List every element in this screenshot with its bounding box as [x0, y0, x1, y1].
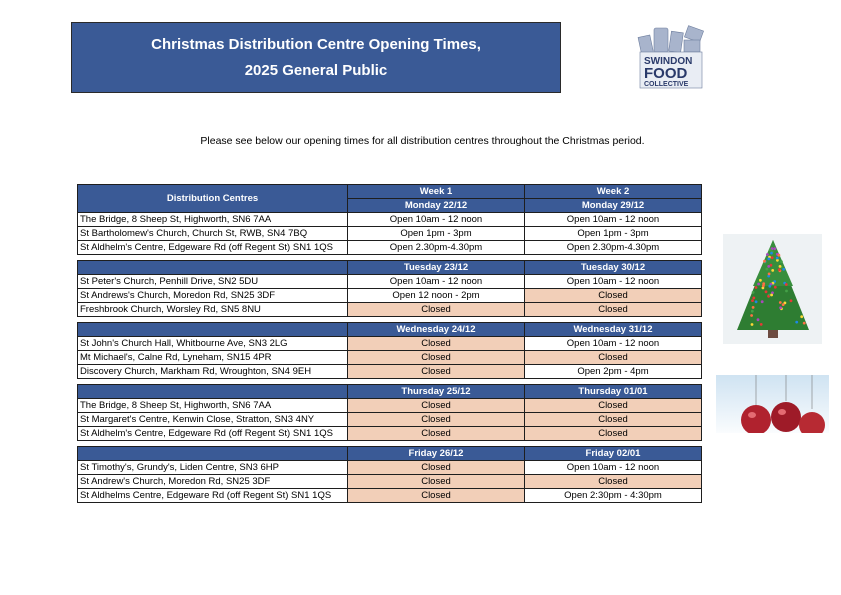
- week-1-status-cell: Open 1pm - 3pm: [348, 227, 525, 241]
- location-cell: St Andrews's Church, Moredon Rd, SN25 3DF: [78, 289, 348, 303]
- tree-light: [750, 314, 753, 317]
- table-row: [78, 351, 702, 365]
- location-cell: St Aldhelm's Centre, Edgeware Rd (off Regent St) SN1 1QS: [78, 241, 348, 255]
- tree-light: [767, 265, 770, 268]
- week-2-status-cell: Open 2:30pm - 4:30pm: [525, 489, 702, 503]
- tree-light: [771, 269, 774, 272]
- week-2-status-cell: Closed: [525, 427, 702, 441]
- table-row: [78, 275, 702, 289]
- week-2-status-cell: Closed: [525, 413, 702, 427]
- tree-light: [759, 279, 762, 282]
- table-row: [78, 241, 702, 255]
- week-1-status-cell: Closed: [348, 413, 525, 427]
- tree-light: [766, 268, 769, 271]
- location-cell: St Aldhelms Centre, Edgeware Rd (off Regent St) SN1 1QS: [78, 489, 348, 503]
- tree-light: [757, 318, 760, 321]
- tree-light: [779, 301, 782, 304]
- week-1-status-cell: Closed: [348, 303, 525, 317]
- tree-light: [755, 286, 758, 289]
- week-2-status-cell: Open 2.30pm-4.30pm: [525, 241, 702, 255]
- tree-light: [771, 256, 774, 259]
- week-1-status-cell: Open 10am - 12 noon: [348, 213, 525, 227]
- week-1-status-cell: Open 12 noon - 2pm: [348, 289, 525, 303]
- tree-light: [752, 306, 755, 309]
- week-1-status-cell: Closed: [348, 351, 525, 365]
- tree-light: [752, 291, 755, 294]
- table-row: [78, 475, 702, 489]
- table-row: [78, 213, 702, 227]
- tree-light: [755, 300, 758, 303]
- table-row: [78, 303, 702, 317]
- title-line-1: Christmas Distribution Centre Opening Times,: [151, 35, 481, 53]
- tree-light: [774, 286, 777, 289]
- intro-text: Please see below our opening times for all distribution centres throughout the Christmas period.: [200, 135, 645, 147]
- tree-light: [803, 322, 806, 325]
- day-header-blank: [78, 447, 348, 461]
- header-week-1: Week 1: [348, 185, 525, 199]
- tree-light: [773, 247, 776, 250]
- day-header-week-2: Wednesday 31/12: [525, 323, 702, 337]
- title-line-2: 2025 General Public: [244, 61, 388, 79]
- week-2-status-cell: Open 10am - 12 noon: [525, 337, 702, 351]
- week-2-status-cell: Closed: [525, 351, 702, 365]
- week-1-status-cell: Closed: [348, 427, 525, 441]
- christmas-baubles-image: [716, 375, 829, 440]
- week-2-status-cell: Open 10am - 12 noon: [525, 275, 702, 289]
- week-2-status-cell: Closed: [525, 303, 702, 317]
- tree-light: [785, 283, 788, 286]
- tree-light: [785, 290, 788, 293]
- opening-times-table: [77, 184, 702, 503]
- day-header-week-1: Wednesday 24/12: [348, 323, 525, 337]
- logo-line-1: SWINDON: [644, 56, 693, 67]
- header-distribution-centres: Distribution Centres: [78, 185, 348, 213]
- tree-light: [769, 249, 772, 252]
- location-cell: St Peter's Church, Penhill Drive, SN2 5DU: [78, 275, 348, 289]
- day-header-week-1: Monday 22/12: [348, 199, 525, 213]
- swindon-food-collective-logo: [636, 24, 710, 94]
- week-2-status-cell: Open 10am - 12 noon: [525, 461, 702, 475]
- day-header-week-1: Thursday 25/12: [348, 385, 525, 399]
- day-header-week-1: Friday 26/12: [348, 447, 525, 461]
- location-cell: Mt Michael's, Calne Rd, Lyneham, SN15 4PR: [78, 351, 348, 365]
- day-header-blank: [78, 261, 348, 275]
- tree-light: [776, 257, 779, 260]
- tree-light: [763, 260, 766, 263]
- title-banner: [71, 22, 561, 93]
- week-1-status-cell: Closed: [348, 475, 525, 489]
- tree-light: [779, 265, 782, 268]
- tree-light: [778, 254, 781, 257]
- day-header-row: [78, 323, 702, 337]
- location-cell: The Bridge, 8 Sheep St, Highworth, SN6 7AA: [78, 213, 348, 227]
- day-header-row: [78, 261, 702, 275]
- table-row: [78, 399, 702, 413]
- tree-light: [765, 290, 768, 293]
- tree-light: [757, 283, 760, 286]
- day-header-row: [78, 447, 702, 461]
- tree-light: [770, 294, 773, 297]
- tree-light: [767, 258, 770, 261]
- tree-light: [770, 252, 773, 255]
- week-2-status-cell: Closed: [525, 399, 702, 413]
- table-row: [78, 337, 702, 351]
- location-cell: St Margaret's Centre, Kenwin Close, Stratton, SN3 4NY: [78, 413, 348, 427]
- tree-light: [768, 285, 771, 288]
- week-2-status-cell: Open 1pm - 3pm: [525, 227, 702, 241]
- christmas-tree-image: [723, 234, 822, 344]
- week-2-status-cell: Open 2pm - 4pm: [525, 365, 702, 379]
- week-1-status-cell: Closed: [348, 461, 525, 475]
- day-header-week-2: Friday 02/01: [525, 447, 702, 461]
- day-header-row: [78, 385, 702, 399]
- day-header-week-2: Monday 29/12: [525, 199, 702, 213]
- day-header-blank: [78, 385, 348, 399]
- location-cell: St Bartholomew's Church, Church St, RWB, SN4 7BQ: [78, 227, 348, 241]
- tree-light: [766, 253, 769, 256]
- tree-light: [761, 300, 764, 303]
- table-row: [78, 227, 702, 241]
- table-row: [78, 365, 702, 379]
- tree-light: [782, 303, 785, 306]
- tree-light: [751, 310, 754, 313]
- week-1-status-cell: Closed: [348, 399, 525, 413]
- table-row: [78, 289, 702, 303]
- day-header-blank: [78, 323, 348, 337]
- week-1-status-cell: Closed: [348, 489, 525, 503]
- tree-light: [778, 268, 781, 271]
- tree-light: [768, 273, 771, 276]
- week-2-status-cell: Closed: [525, 289, 702, 303]
- tree-light: [790, 299, 793, 302]
- location-cell: St Andrew's Church, Moredon Rd, SN25 3DF: [78, 475, 348, 489]
- tree-light: [780, 260, 783, 263]
- logo-line-3: COLLECTIVE: [644, 81, 689, 88]
- table-row: [78, 461, 702, 475]
- week-2-status-cell: Open 10am - 12 noon: [525, 213, 702, 227]
- day-header-week-1: Tuesday 23/12: [348, 261, 525, 275]
- week-1-status-cell: Closed: [348, 365, 525, 379]
- week-1-status-cell: Closed: [348, 337, 525, 351]
- location-cell: St Timothy's, Grundy's, Liden Centre, SN3 6HP: [78, 461, 348, 475]
- tree-light: [760, 323, 763, 326]
- location-cell: Freshbrook Church, Worsley Rd, SN5 8NU: [78, 303, 348, 317]
- tree-light: [795, 321, 798, 324]
- location-cell: Discovery Church, Markham Rd, Wroughton, SN4 9EH: [78, 365, 348, 379]
- table-row: [78, 489, 702, 503]
- tree-light: [752, 297, 755, 300]
- day-header-week-2: Tuesday 30/12: [525, 261, 702, 275]
- tree-light: [751, 323, 754, 326]
- location-cell: The Bridge, 8 Sheep St, Highworth, SN6 7AA: [78, 399, 348, 413]
- table-header-row: [78, 185, 702, 199]
- tree-light: [762, 284, 765, 287]
- logo-line-2: FOOD: [644, 65, 688, 82]
- tree-light: [779, 306, 782, 309]
- tree-light: [782, 268, 785, 271]
- week-1-status-cell: Open 2.30pm-4.30pm: [348, 241, 525, 255]
- table-row: [78, 413, 702, 427]
- location-cell: St John's Church Hall, Whitbourne Ave, SN3 2LG: [78, 337, 348, 351]
- tree-light: [800, 315, 803, 318]
- week-1-status-cell: Open 10am - 12 noon: [348, 275, 525, 289]
- week-2-status-cell: Closed: [525, 475, 702, 489]
- day-header-week-2: Thursday 01/01: [525, 385, 702, 399]
- location-cell: St Aldhelm's Centre, Edgeware Rd (off Regent St) SN1 1QS: [78, 427, 348, 441]
- tree-light: [751, 299, 754, 302]
- header-week-2: Week 2: [525, 185, 702, 199]
- table-row: [78, 427, 702, 441]
